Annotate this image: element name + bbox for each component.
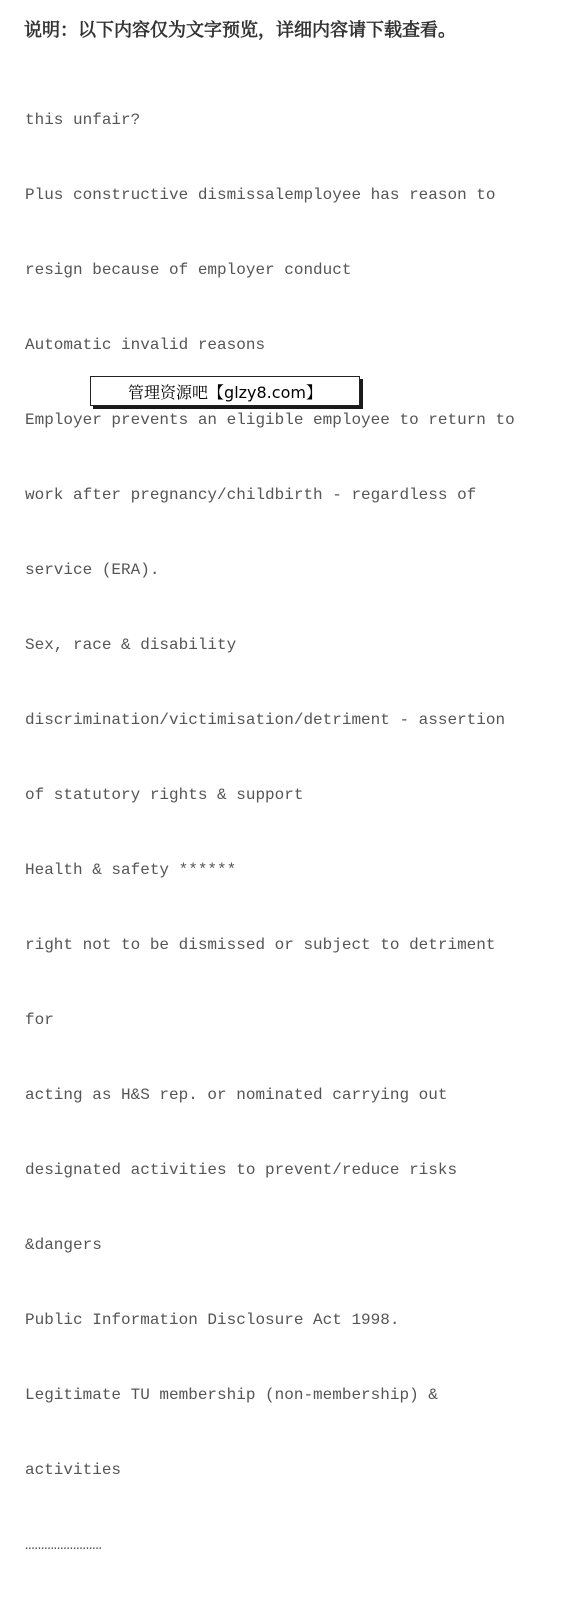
- document-text: [25, 58, 565, 1608]
- text-line: Plus constructive dismissalemployee has reason to: [25, 186, 496, 204]
- text-line: resign because of employer conduct: [25, 261, 352, 279]
- text-line: Automatic invalid reasons: [25, 336, 266, 354]
- text-line: &dangers: [25, 1236, 102, 1254]
- text-line: for: [25, 1011, 54, 1029]
- text-line: activities: [25, 1461, 122, 1479]
- text-line: right not to be dismissed or subject to detriment: [25, 936, 496, 954]
- text-line: this unfair?: [25, 111, 141, 129]
- text-line: Legitimate TU membership (non-membership) &: [25, 1386, 438, 1404]
- text-line: work after pregnancy/childbirth - regardless of: [25, 486, 477, 504]
- text-line: service (ERA).: [25, 561, 160, 579]
- text-line: Health & safety ******: [25, 861, 237, 879]
- text-line: of statutory rights & support: [25, 786, 304, 804]
- text-line: designated activities to prevent/reduce risks: [25, 1161, 458, 1179]
- watermark-banner: 管理资源吧【glzy8.com】: [90, 376, 360, 406]
- text-line: Public Information Disclosure Act 1998.: [25, 1311, 400, 1329]
- preview-notice: 说明：以下内容仅为文字预览，详细内容请下载查看。: [24, 20, 456, 41]
- text-line: acting as H&S rep. or nominated carrying out: [25, 1086, 448, 1104]
- text-line: Employer prevents an eligible employee to return to: [25, 411, 515, 429]
- text-line: ……………………: [25, 1536, 102, 1554]
- text-line: discrimination/victimisation/detriment - assertion: [25, 711, 506, 729]
- text-line: Sex, race & disability: [25, 636, 237, 654]
